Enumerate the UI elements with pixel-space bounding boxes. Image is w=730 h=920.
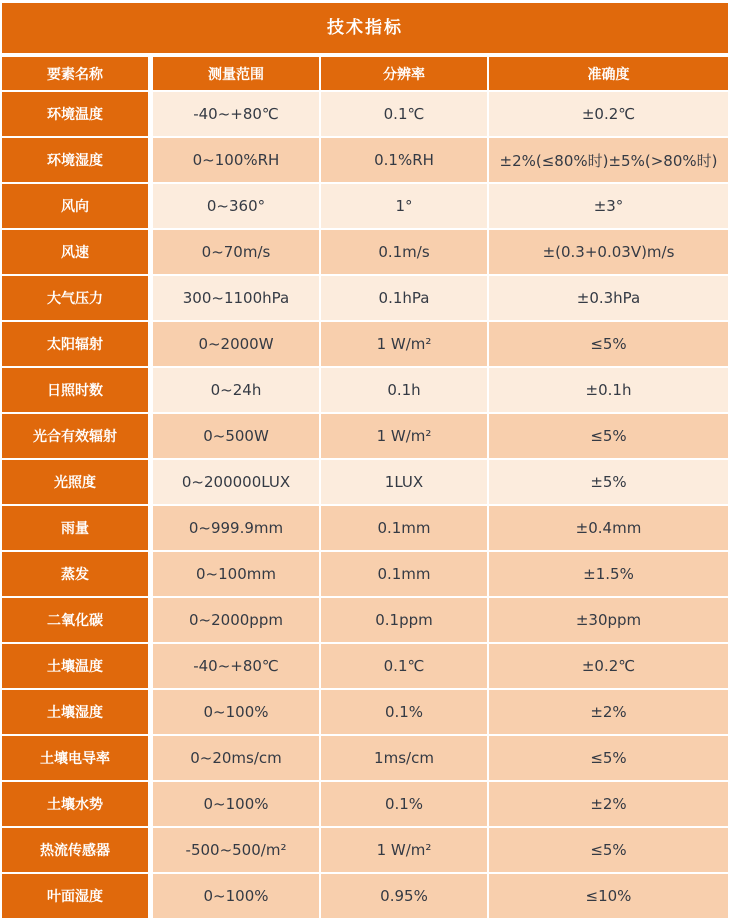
cell-accuracy: ≤5% bbox=[489, 414, 728, 458]
row-label: 大气压力 bbox=[2, 276, 151, 320]
row-label: 风向 bbox=[2, 184, 151, 228]
row-label: 光照度 bbox=[2, 460, 151, 504]
cell-accuracy: ±3° bbox=[489, 184, 728, 228]
cell-range: -500~500/m² bbox=[153, 828, 319, 872]
row-label: 二氧化碳 bbox=[2, 598, 151, 642]
table-row bbox=[2, 276, 728, 320]
cell-range: 0~70m/s bbox=[153, 230, 319, 274]
table-row bbox=[2, 644, 728, 688]
cell-range: 0~100% bbox=[153, 874, 319, 918]
cell-resolution: 1ms/cm bbox=[321, 736, 487, 780]
cell-range: 0~20ms/cm bbox=[153, 736, 319, 780]
table-header-row bbox=[2, 57, 728, 90]
cell-accuracy: ±0.4mm bbox=[489, 506, 728, 550]
cell-resolution: 0.1℃ bbox=[321, 644, 487, 688]
spec-table-body bbox=[2, 92, 728, 918]
cell-accuracy: ±2% bbox=[489, 690, 728, 734]
row-label: 日照时数 bbox=[2, 368, 151, 412]
row-label: 土壤水势 bbox=[2, 782, 151, 826]
table-row bbox=[2, 598, 728, 642]
row-label: 光合有效辐射 bbox=[2, 414, 151, 458]
cell-resolution: 1LUX bbox=[321, 460, 487, 504]
cell-accuracy: ±5% bbox=[489, 460, 728, 504]
cell-range: 0~2000ppm bbox=[153, 598, 319, 642]
cell-resolution: 1° bbox=[321, 184, 487, 228]
table-row bbox=[2, 368, 728, 412]
table-row bbox=[2, 92, 728, 136]
table-row bbox=[2, 184, 728, 228]
cell-accuracy: ±0.2℃ bbox=[489, 644, 728, 688]
table-row bbox=[2, 322, 728, 366]
cell-accuracy: ±(0.3+0.03V)m/s bbox=[489, 230, 728, 274]
row-label: 太阳辐射 bbox=[2, 322, 151, 366]
table-row bbox=[2, 460, 728, 504]
cell-range: 0~360° bbox=[153, 184, 319, 228]
row-label: 环境湿度 bbox=[2, 138, 151, 182]
table-row bbox=[2, 782, 728, 826]
row-label: 土壤温度 bbox=[2, 644, 151, 688]
row-label: 叶面湿度 bbox=[2, 874, 151, 918]
cell-accuracy: ±0.1h bbox=[489, 368, 728, 412]
cell-accuracy: ≤5% bbox=[489, 828, 728, 872]
table-row bbox=[2, 552, 728, 596]
cell-resolution: 0.1% bbox=[321, 782, 487, 826]
page-title: 技术指标 bbox=[2, 3, 728, 53]
cell-range: 0~24h bbox=[153, 368, 319, 412]
cell-range: 0~999.9mm bbox=[153, 506, 319, 550]
cell-range: 0~100%RH bbox=[153, 138, 319, 182]
column-header-measure-range: 测量范围 bbox=[153, 57, 319, 90]
cell-resolution: 0.1ppm bbox=[321, 598, 487, 642]
cell-accuracy: ±30ppm bbox=[489, 598, 728, 642]
cell-resolution: 0.1mm bbox=[321, 506, 487, 550]
cell-resolution: 1 W/m² bbox=[321, 828, 487, 872]
cell-resolution: 0.1℃ bbox=[321, 92, 487, 136]
table-row bbox=[2, 138, 728, 182]
table-row bbox=[2, 506, 728, 550]
row-label: 土壤湿度 bbox=[2, 690, 151, 734]
cell-resolution: 1 W/m² bbox=[321, 414, 487, 458]
cell-resolution: 0.1%RH bbox=[321, 138, 487, 182]
cell-range: 300~1100hPa bbox=[153, 276, 319, 320]
cell-range: -40~+80℃ bbox=[153, 92, 319, 136]
column-header-element-name: 要素名称 bbox=[2, 57, 151, 90]
cell-resolution: 0.1h bbox=[321, 368, 487, 412]
cell-accuracy: ±0.2℃ bbox=[489, 92, 728, 136]
cell-accuracy: ±2% bbox=[489, 782, 728, 826]
cell-accuracy: ≤5% bbox=[489, 736, 728, 780]
row-label: 风速 bbox=[2, 230, 151, 274]
row-label: 雨量 bbox=[2, 506, 151, 550]
cell-accuracy: ±2%(≤80%时)±5%(>80%时) bbox=[489, 138, 728, 182]
cell-range: 0~100% bbox=[153, 690, 319, 734]
column-header-accuracy: 准确度 bbox=[489, 57, 728, 90]
table-row bbox=[2, 230, 728, 274]
cell-range: 0~500W bbox=[153, 414, 319, 458]
cell-range: 0~200000LUX bbox=[153, 460, 319, 504]
table-row bbox=[2, 736, 728, 780]
cell-resolution: 0.1% bbox=[321, 690, 487, 734]
row-label: 土壤电导率 bbox=[2, 736, 151, 780]
table-row bbox=[2, 874, 728, 918]
cell-accuracy: ±1.5% bbox=[489, 552, 728, 596]
row-label: 蒸发 bbox=[2, 552, 151, 596]
cell-accuracy: ≤10% bbox=[489, 874, 728, 918]
table-row bbox=[2, 828, 728, 872]
cell-range: 0~100% bbox=[153, 782, 319, 826]
cell-resolution: 0.1mm bbox=[321, 552, 487, 596]
cell-range: -40~+80℃ bbox=[153, 644, 319, 688]
cell-resolution: 1 W/m² bbox=[321, 322, 487, 366]
cell-accuracy: ≤5% bbox=[489, 322, 728, 366]
cell-range: 0~2000W bbox=[153, 322, 319, 366]
cell-range: 0~100mm bbox=[153, 552, 319, 596]
table-row bbox=[2, 414, 728, 458]
column-header-resolution: 分辨率 bbox=[321, 57, 487, 90]
cell-resolution: 0.95% bbox=[321, 874, 487, 918]
row-label: 热流传感器 bbox=[2, 828, 151, 872]
cell-accuracy: ±0.3hPa bbox=[489, 276, 728, 320]
cell-resolution: 0.1hPa bbox=[321, 276, 487, 320]
row-label: 环境温度 bbox=[2, 92, 151, 136]
table-row bbox=[2, 690, 728, 734]
cell-resolution: 0.1m/s bbox=[321, 230, 487, 274]
